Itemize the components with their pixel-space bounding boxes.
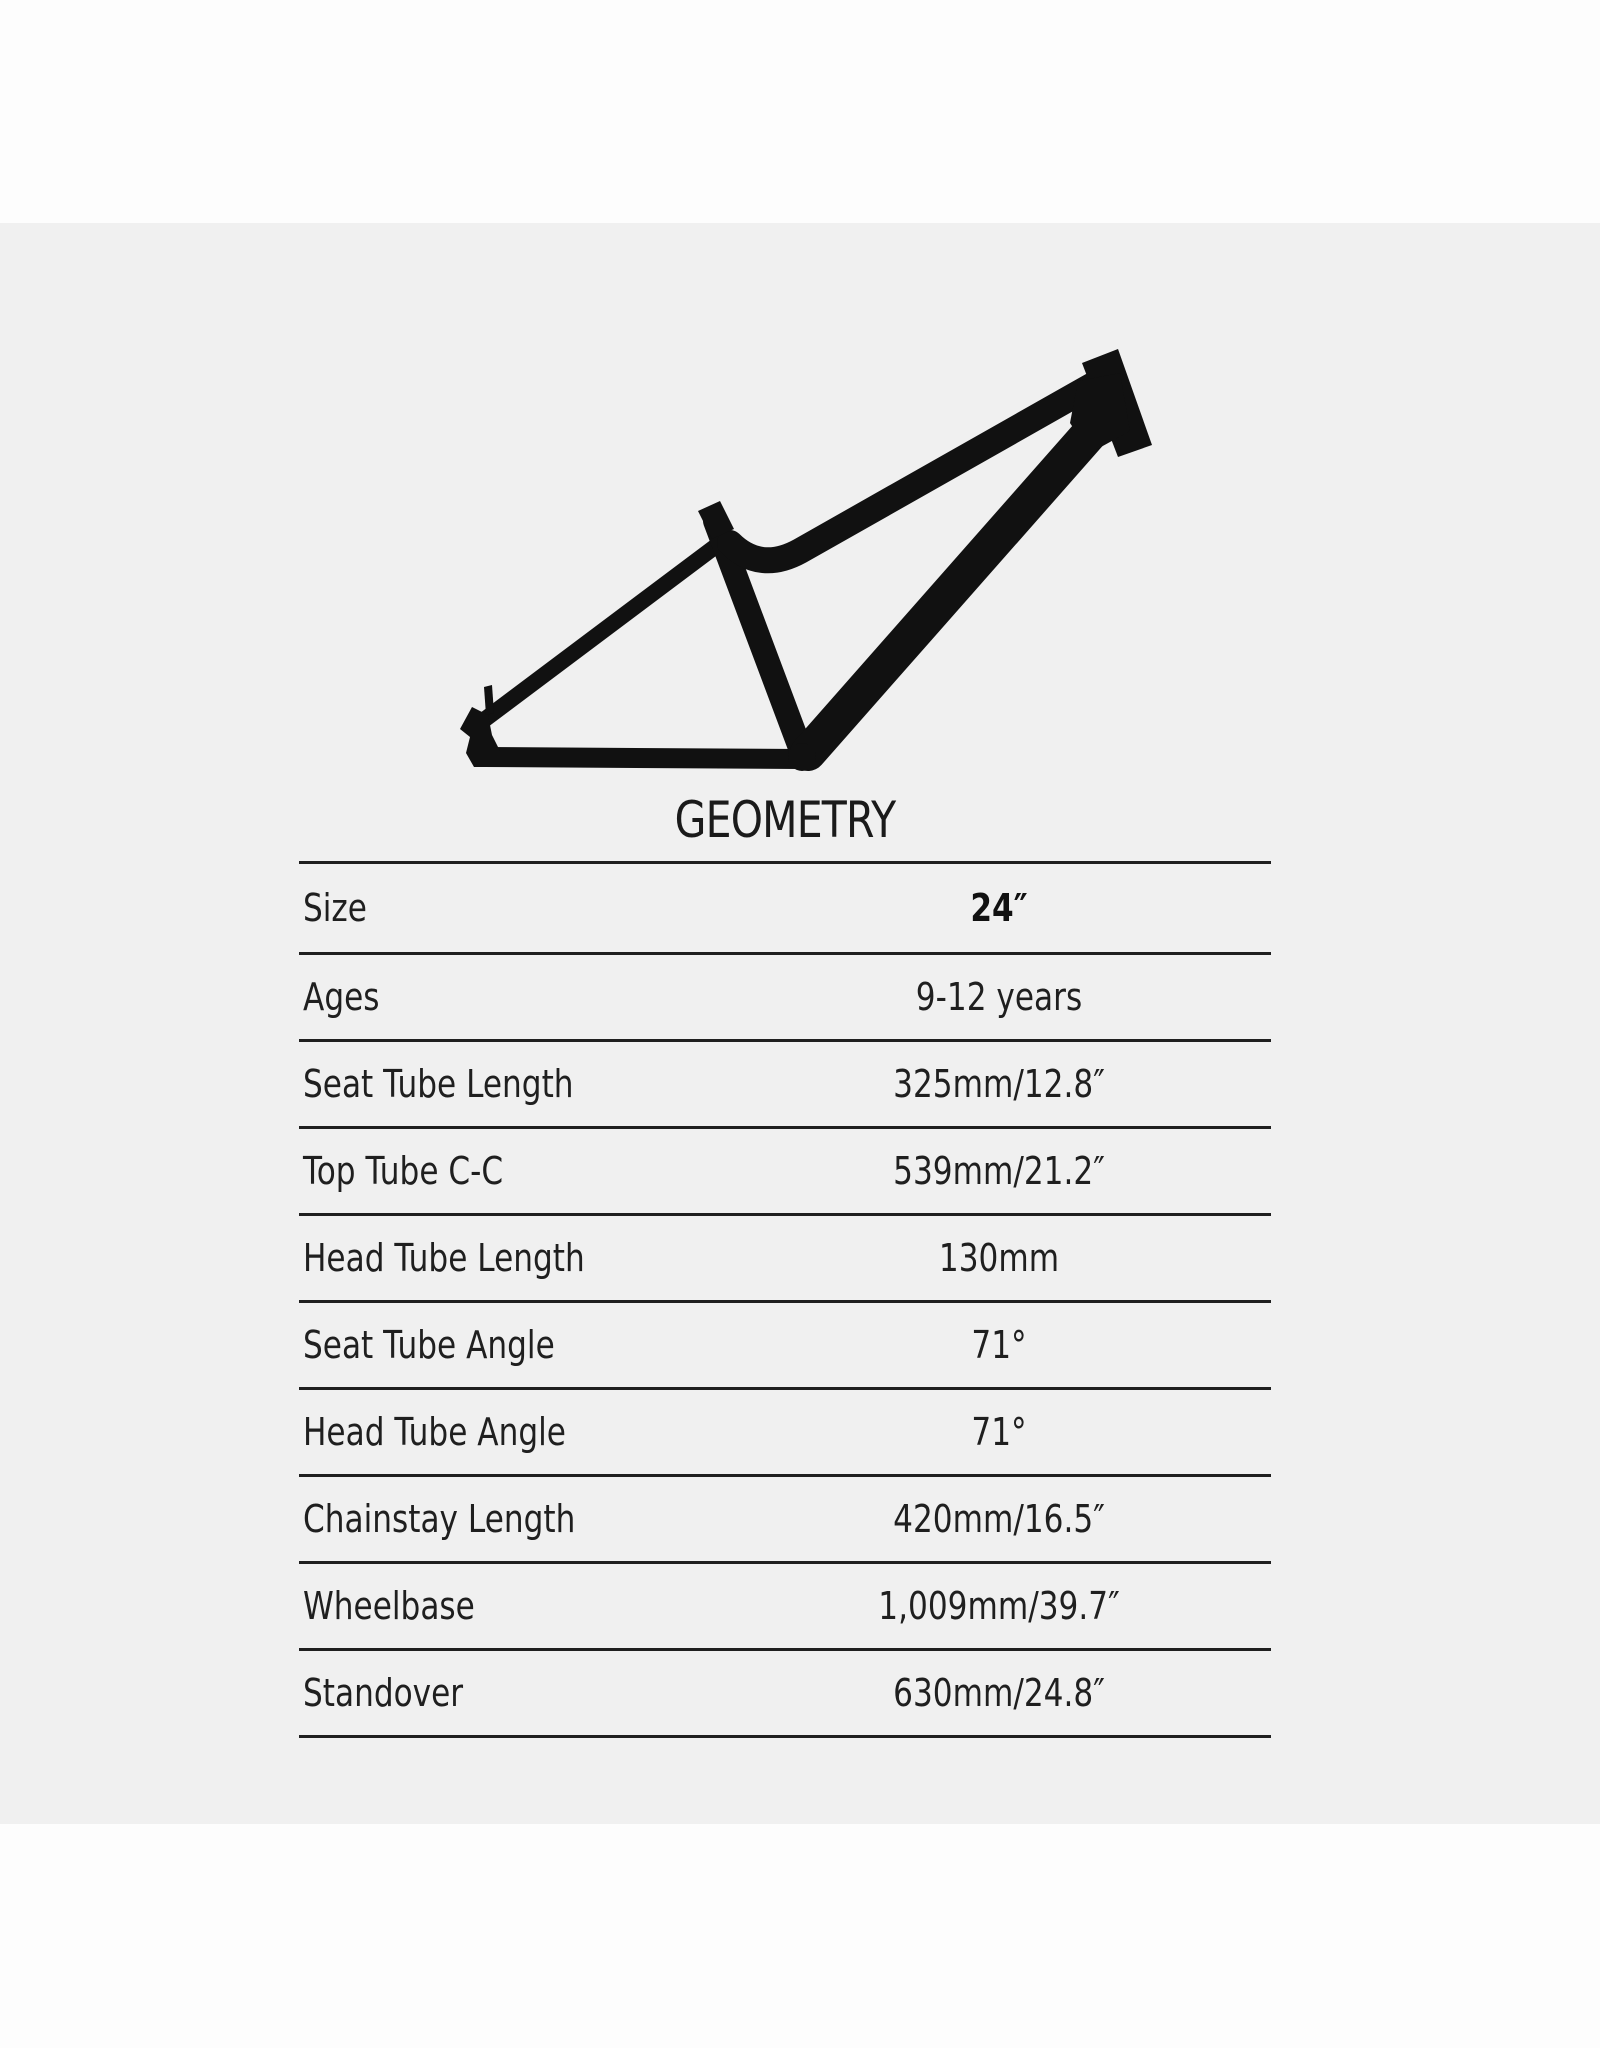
table-row [299,1216,1271,1303]
row-label: Top Tube C-C [303,1149,504,1193]
table-row [299,1303,1271,1390]
row-value: 71° [971,1410,1027,1454]
geometry-title: GEOMETRY [674,791,896,849]
row-label: Size [303,886,367,930]
geometry-table [299,861,1271,1738]
row-value: 420mm/16.5″ [893,1497,1105,1541]
row-label: Chainstay Length [303,1497,576,1541]
row-label: Standover [303,1671,464,1715]
row-label: Wheelbase [303,1584,475,1628]
table-row [299,1651,1271,1738]
row-value: 539mm/21.2″ [893,1149,1105,1193]
geometry-panel [0,223,1600,1824]
row-label: Head Tube Length [303,1236,585,1280]
row-value: 325mm/12.8″ [893,1062,1105,1106]
table-row [299,1042,1271,1129]
row-value: 71° [971,1323,1027,1367]
row-label: Seat Tube Angle [303,1323,555,1367]
table-row [299,1390,1271,1477]
table-row [299,1477,1271,1564]
row-value: 9-12 years [915,975,1083,1019]
row-value: 1,009mm/39.7″ [878,1584,1120,1628]
row-label: Seat Tube Length [303,1062,574,1106]
row-label: Head Tube Angle [303,1410,566,1454]
table-row [299,1129,1271,1216]
row-value: 630mm/24.8″ [893,1671,1105,1715]
table-row [299,955,1271,1042]
row-label: Ages [303,975,380,1019]
table-row [299,1564,1271,1651]
row-value: 130mm [938,1236,1060,1280]
row-value: 24″ [970,886,1028,930]
table-row [299,864,1271,955]
